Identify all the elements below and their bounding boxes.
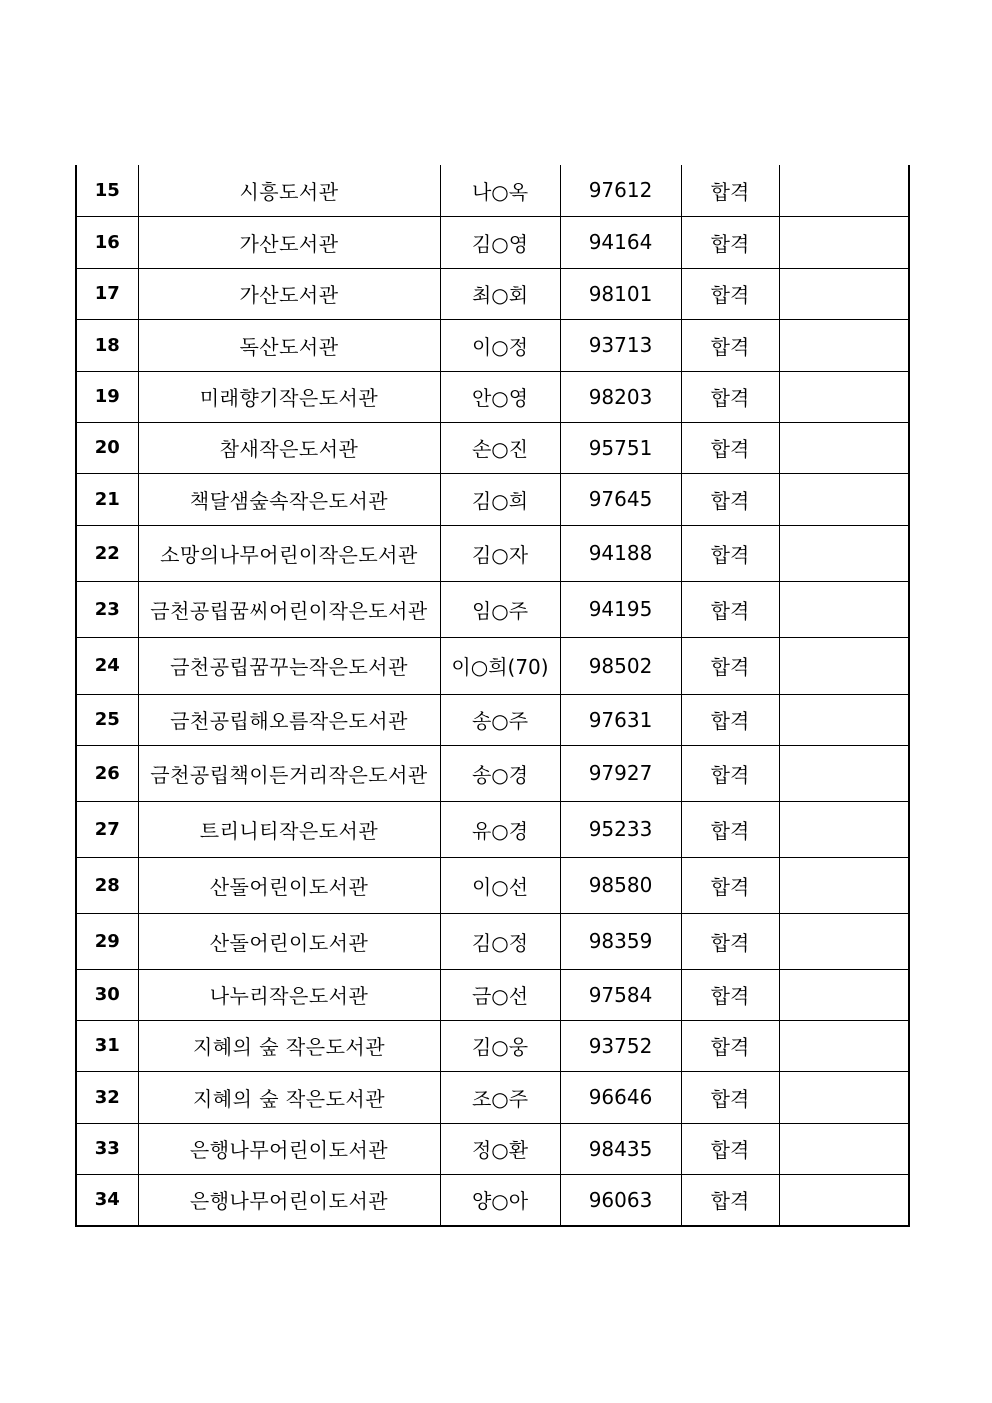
row-number: 20 xyxy=(76,422,138,473)
library-name: 금천공립해오름작은도서관 xyxy=(138,694,440,745)
row-number: 16 xyxy=(76,216,138,268)
library-name: 트리니티작은도서관 xyxy=(138,801,440,857)
row-number: 26 xyxy=(76,745,138,801)
result-status: 합격 xyxy=(681,319,779,371)
table-row xyxy=(76,1174,909,1226)
table-row xyxy=(76,913,909,969)
library-name: 은행나무어린이도서관 xyxy=(138,1174,440,1226)
result-status: 합격 xyxy=(681,581,779,637)
applicant-id: 97612 xyxy=(560,165,681,216)
table-row xyxy=(76,801,909,857)
results-table-container xyxy=(75,165,908,1227)
result-status: 합격 xyxy=(681,473,779,525)
result-status: 합격 xyxy=(681,913,779,969)
applicant-name: 안○영 xyxy=(440,371,560,422)
result-status: 합격 xyxy=(681,422,779,473)
row-number: 27 xyxy=(76,801,138,857)
applicant-id: 97927 xyxy=(560,745,681,801)
note-cell xyxy=(779,745,909,801)
note-cell xyxy=(779,581,909,637)
table-row xyxy=(76,371,909,422)
result-status: 합격 xyxy=(681,801,779,857)
library-name: 미래향기작은도서관 xyxy=(138,371,440,422)
row-number: 22 xyxy=(76,525,138,581)
row-number: 23 xyxy=(76,581,138,637)
table-row xyxy=(76,473,909,525)
row-number: 33 xyxy=(76,1123,138,1174)
library-name: 참새작은도서관 xyxy=(138,422,440,473)
applicant-id: 96646 xyxy=(560,1071,681,1123)
applicant-id: 96063 xyxy=(560,1174,681,1226)
library-name: 시흥도서관 xyxy=(138,165,440,216)
applicant-name: 이○희(70) xyxy=(440,637,560,694)
applicant-id: 98580 xyxy=(560,857,681,913)
library-name: 산돌어린이도서관 xyxy=(138,913,440,969)
result-status: 합격 xyxy=(681,371,779,422)
result-status: 합격 xyxy=(681,1020,779,1071)
note-cell xyxy=(779,801,909,857)
applicant-name: 김○영 xyxy=(440,216,560,268)
library-name: 책달샘숲속작은도서관 xyxy=(138,473,440,525)
applicant-name: 조○주 xyxy=(440,1071,560,1123)
result-status: 합격 xyxy=(681,1174,779,1226)
note-cell xyxy=(779,319,909,371)
applicant-id: 97645 xyxy=(560,473,681,525)
result-status: 합격 xyxy=(681,165,779,216)
applicant-name: 나○옥 xyxy=(440,165,560,216)
row-number: 18 xyxy=(76,319,138,371)
applicant-name: 금○선 xyxy=(440,969,560,1020)
row-number: 17 xyxy=(76,268,138,319)
library-name: 지혜의 숲 작은도서관 xyxy=(138,1071,440,1123)
applicant-id: 98502 xyxy=(560,637,681,694)
library-name: 금천공립꿈꾸는작은도서관 xyxy=(138,637,440,694)
row-number: 32 xyxy=(76,1071,138,1123)
table-row xyxy=(76,216,909,268)
note-cell xyxy=(779,913,909,969)
table-row xyxy=(76,1020,909,1071)
applicant-id: 94188 xyxy=(560,525,681,581)
library-name: 산돌어린이도서관 xyxy=(138,857,440,913)
result-status: 합격 xyxy=(681,268,779,319)
applicant-id: 98101 xyxy=(560,268,681,319)
applicant-name: 정○환 xyxy=(440,1123,560,1174)
row-number: 25 xyxy=(76,694,138,745)
library-name: 지혜의 숲 작은도서관 xyxy=(138,1020,440,1071)
row-number: 15 xyxy=(76,165,138,216)
applicant-name: 김○웅 xyxy=(440,1020,560,1071)
table-row xyxy=(76,319,909,371)
applicant-name: 임○주 xyxy=(440,581,560,637)
table-row xyxy=(76,694,909,745)
applicant-id: 97584 xyxy=(560,969,681,1020)
row-number: 19 xyxy=(76,371,138,422)
note-cell xyxy=(779,637,909,694)
table-row xyxy=(76,969,909,1020)
note-cell xyxy=(779,371,909,422)
table-row xyxy=(76,581,909,637)
note-cell xyxy=(779,857,909,913)
table-row xyxy=(76,268,909,319)
applicant-id: 98203 xyxy=(560,371,681,422)
applicant-name: 송○주 xyxy=(440,694,560,745)
result-status: 합격 xyxy=(681,216,779,268)
table-row xyxy=(76,525,909,581)
applicant-id: 95751 xyxy=(560,422,681,473)
applicant-name: 이○선 xyxy=(440,857,560,913)
applicant-id: 98359 xyxy=(560,913,681,969)
table-row xyxy=(76,1123,909,1174)
applicant-name: 김○희 xyxy=(440,473,560,525)
applicant-name: 최○회 xyxy=(440,268,560,319)
row-number: 30 xyxy=(76,969,138,1020)
table-row xyxy=(76,745,909,801)
library-name: 금천공립꿈씨어린이작은도서관 xyxy=(138,581,440,637)
result-status: 합격 xyxy=(681,694,779,745)
applicant-name: 유○경 xyxy=(440,801,560,857)
applicant-name: 송○경 xyxy=(440,745,560,801)
note-cell xyxy=(779,422,909,473)
table-row xyxy=(76,165,909,216)
applicant-id: 98435 xyxy=(560,1123,681,1174)
row-number: 24 xyxy=(76,637,138,694)
row-number: 31 xyxy=(76,1020,138,1071)
library-name: 금천공립책이든거리작은도서관 xyxy=(138,745,440,801)
note-cell xyxy=(779,525,909,581)
note-cell xyxy=(779,969,909,1020)
applicant-name: 김○자 xyxy=(440,525,560,581)
applicant-id: 97631 xyxy=(560,694,681,745)
library-name: 은행나무어린이도서관 xyxy=(138,1123,440,1174)
applicant-id: 95233 xyxy=(560,801,681,857)
note-cell xyxy=(779,1174,909,1226)
row-number: 28 xyxy=(76,857,138,913)
note-cell xyxy=(779,268,909,319)
row-number: 21 xyxy=(76,473,138,525)
result-status: 합격 xyxy=(681,1071,779,1123)
row-number: 34 xyxy=(76,1174,138,1226)
note-cell xyxy=(779,473,909,525)
result-status: 합격 xyxy=(681,857,779,913)
library-name: 나누리작은도서관 xyxy=(138,969,440,1020)
table-row xyxy=(76,422,909,473)
applicant-id: 94164 xyxy=(560,216,681,268)
result-status: 합격 xyxy=(681,969,779,1020)
library-name: 가산도서관 xyxy=(138,268,440,319)
applicant-id: 94195 xyxy=(560,581,681,637)
library-name: 소망의나무어린이작은도서관 xyxy=(138,525,440,581)
results-table xyxy=(75,165,910,1227)
library-name: 독산도서관 xyxy=(138,319,440,371)
table-row xyxy=(76,857,909,913)
applicant-name: 양○아 xyxy=(440,1174,560,1226)
note-cell xyxy=(779,694,909,745)
applicant-name: 김○정 xyxy=(440,913,560,969)
note-cell xyxy=(779,1020,909,1071)
result-status: 합격 xyxy=(681,1123,779,1174)
note-cell xyxy=(779,165,909,216)
note-cell xyxy=(779,216,909,268)
applicant-id: 93752 xyxy=(560,1020,681,1071)
note-cell xyxy=(779,1071,909,1123)
applicant-name: 손○진 xyxy=(440,422,560,473)
note-cell xyxy=(779,1123,909,1174)
result-status: 합격 xyxy=(681,637,779,694)
applicant-name: 이○정 xyxy=(440,319,560,371)
library-name: 가산도서관 xyxy=(138,216,440,268)
result-status: 합격 xyxy=(681,525,779,581)
table-row xyxy=(76,637,909,694)
table-row xyxy=(76,1071,909,1123)
results-table-body xyxy=(76,165,909,1226)
applicant-id: 93713 xyxy=(560,319,681,371)
result-status: 합격 xyxy=(681,745,779,801)
row-number: 29 xyxy=(76,913,138,969)
